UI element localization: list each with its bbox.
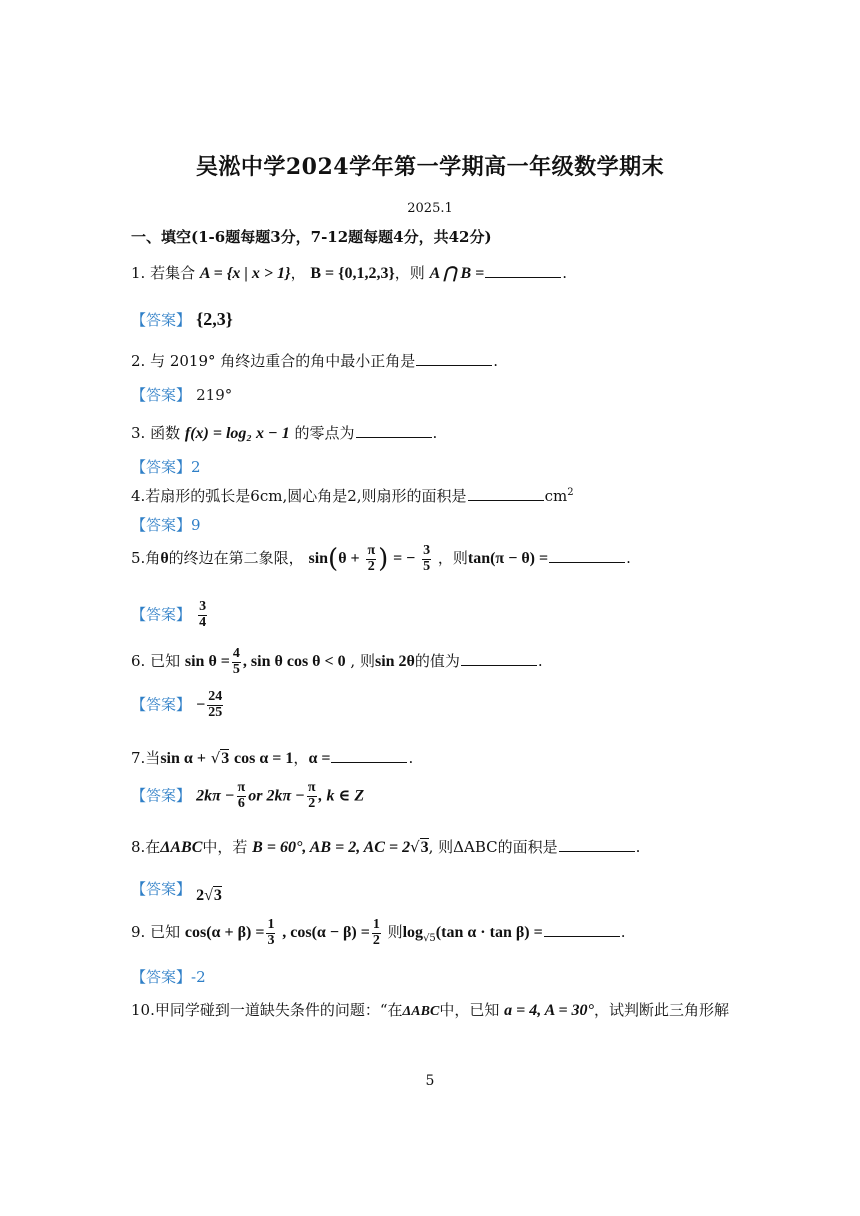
set-a: A = {x | x > 1} xyxy=(199,265,291,282)
question-1: 1. 若集合 A = {x | x > 1}， B = {0,1,2,3}，则 A ⋂ B = . xyxy=(131,264,568,282)
intersection-expr: A ⋂ B = xyxy=(429,265,485,282)
answer-4 xyxy=(131,514,201,535)
answer-label: 【答案】 xyxy=(131,458,192,476)
question-10: 10.甲同学碰到一道缺失条件的问题：“在ΔABC中，已知 a = 4, A = 30°，试判断此三角形解 xyxy=(131,1001,729,1019)
answer-blank xyxy=(468,486,544,501)
page-title: 吴淞中学2024学年第一学期高一年级数学期末 xyxy=(195,154,665,180)
answer-value: 2√3 xyxy=(196,887,222,904)
answer-label: 【答案】 xyxy=(131,880,192,898)
question-8: 8.在ΔABC中，若 B = 60°, AB = 2, AC = 2√3, 则ΔABC的面积是 . xyxy=(131,838,641,856)
page-number: 5 xyxy=(425,1073,435,1089)
answer-blank xyxy=(331,748,407,763)
answer-blank xyxy=(461,651,537,666)
answer-label: 【答案】 xyxy=(131,386,192,404)
answer-blank xyxy=(549,548,625,563)
answer-9 xyxy=(131,966,206,987)
answer-label: 【答案】 xyxy=(131,695,192,714)
answer-3 xyxy=(131,456,201,477)
answer-blank xyxy=(485,263,561,278)
question-3: 3. 函数 f(x) = log₂ x − 1 的零点为 . xyxy=(131,424,438,442)
answer-value: 2 xyxy=(191,458,201,476)
exam-date: 2025.1 xyxy=(407,201,453,216)
function-expr: f(x) = log₂ x − 1 xyxy=(184,425,290,442)
answer-blank xyxy=(544,922,620,937)
question-number: 1. xyxy=(131,264,146,282)
answer-label: 【答案】 xyxy=(131,605,192,624)
answer-label: 【答案】 xyxy=(131,516,192,534)
answer-blank xyxy=(356,423,432,438)
answer-blank xyxy=(416,351,492,366)
section-heading: 一、填空(1-6题每题3分，7-12题每题4分，共42分) xyxy=(131,228,492,246)
question-7: 7.当sin α + √3 cos α = 1，α = . xyxy=(131,749,414,767)
answer-value: 219° xyxy=(196,386,233,404)
answer-8 xyxy=(131,878,222,904)
answer-7: 【答案】 2kπ − $\frac{\pi}{6}$ or 2kπ − $\frac{\pi}{2}$ , k ∈ Z xyxy=(131,780,365,811)
question-4: 4.若扇形的弧长是6cm,圆心角是2,则扇形的面积是 $cm^2$ xyxy=(131,487,574,505)
answer-1 xyxy=(131,309,233,330)
answer-6: 【答案】 − $\frac{24}{25}$ xyxy=(131,689,223,720)
answer-blank xyxy=(559,837,635,852)
answer-label: 【答案】 xyxy=(131,311,192,329)
question-2: 2. 与 2019° 角终边重合的角中最小正角是 . xyxy=(131,352,499,370)
question-9: 9. 已知 cos(α + β) = $\frac{1}{3}$ , cos(α − β) = $\frac{1}{2}$ 则$\log_{√5}(\tan$ α · tan β) = . xyxy=(131,917,626,948)
answer-2 xyxy=(131,384,232,405)
question-6: 6. 已知 sin θ = $\frac{4}{5}$ , sin θ cos θ < 0 , 则sin 2θ的值为 . xyxy=(131,646,543,677)
answer-value: 9 xyxy=(191,516,201,534)
question-5: 5.角θ的终边在第二象限， sin(θ + $\frac{\pi}{2}$ ) = − $\frac{3}{5}$ ，则tan(π − θ) = . xyxy=(131,543,631,575)
answer-value: $\frac{3}{4}$ xyxy=(199,599,207,630)
answer-label: 【答案】 xyxy=(131,968,192,986)
answer-5 xyxy=(131,600,209,630)
answer-value: -2 xyxy=(191,968,206,986)
answer-label: 【答案】 xyxy=(131,786,192,805)
answer-value: $\frac{24}{25}$ xyxy=(208,689,223,720)
answer-value: {2,3} xyxy=(196,309,233,329)
set-b: B = {0,1,2,3} xyxy=(310,265,395,282)
